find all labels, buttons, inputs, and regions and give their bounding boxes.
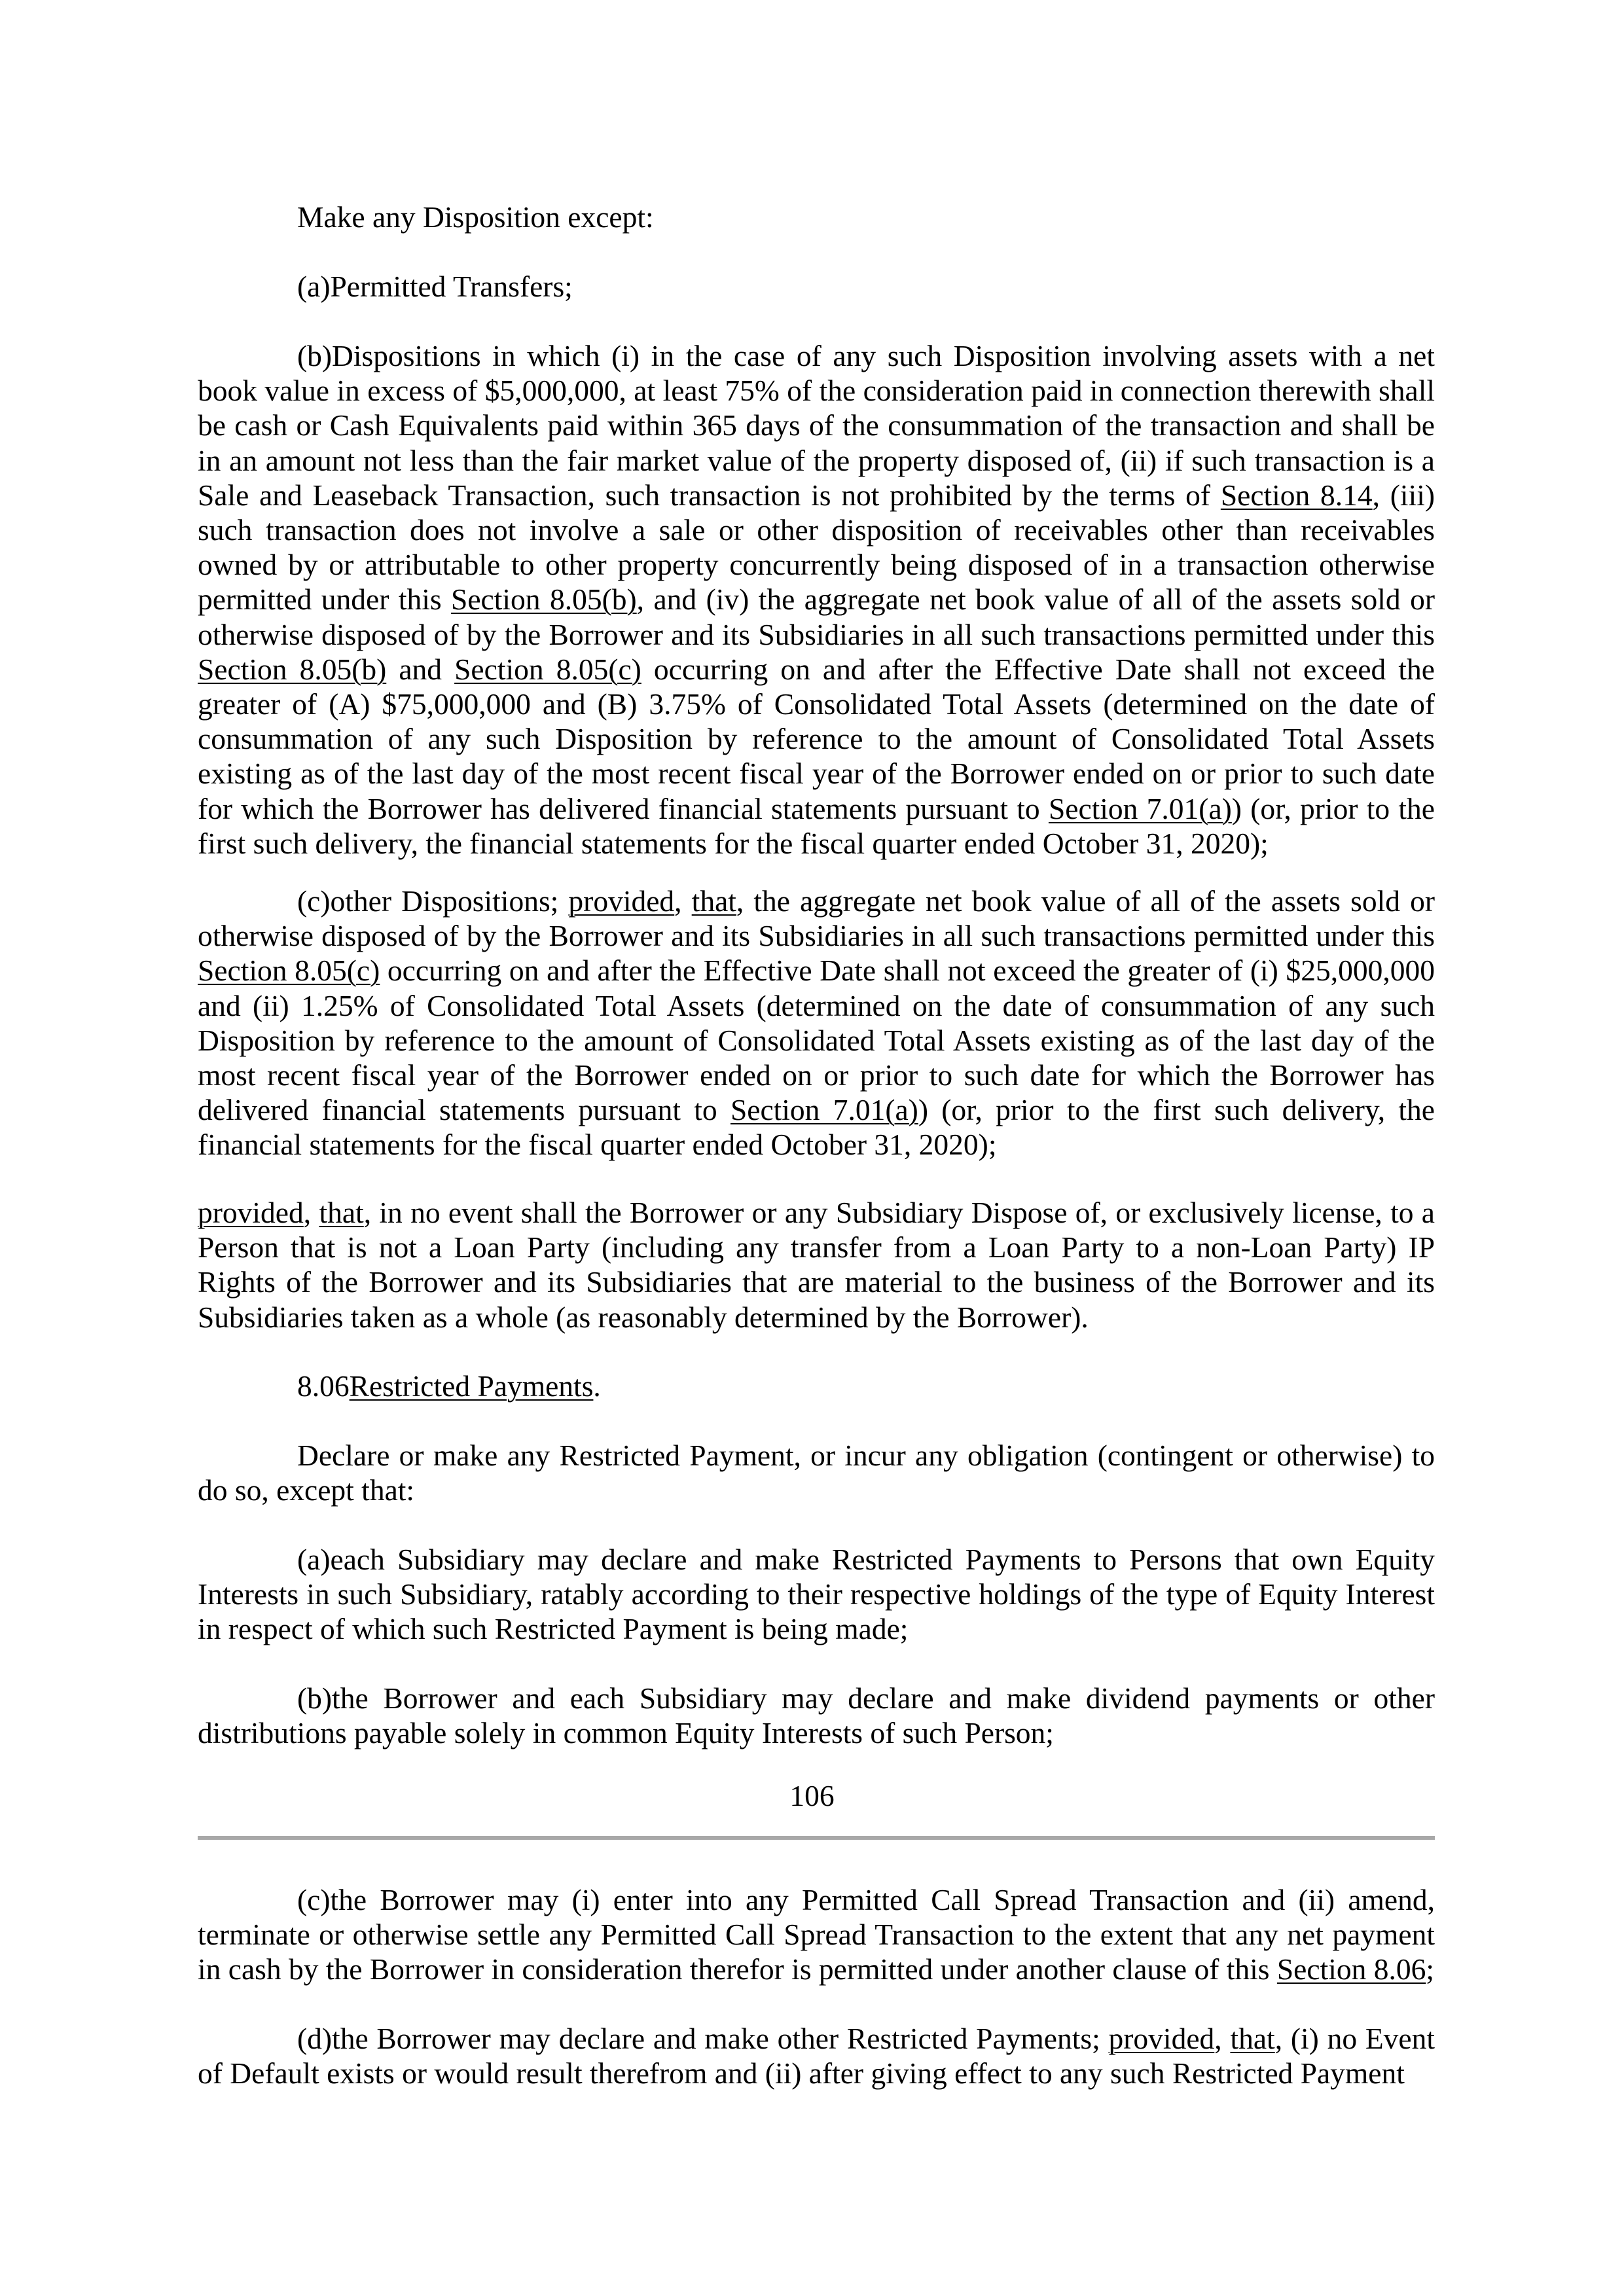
declare-paragraph: Declare or make any Restricted Payment, or incur any obligation (contingent or otherwise) to do so, except that: — [198, 1439, 1435, 1507]
section-ref-8-05c[interactable]: Section 8.05(c) — [454, 652, 641, 686]
proviso-text-2: , in no event shall the Borrower or any Subsidiary Dispose of, or exclusively license, to a Person that is not a Loan Party (including any transfer from a Loan Party to a non-Loan Party) IP Rights of the Borrower and its Subsidiaries that are material to the business of the Borrower and its Subsidiaries taken as a whole (as reasonably determined by the Borrower). — [198, 1196, 1435, 1334]
provided-term: provided — [198, 1196, 304, 1229]
section-number: 8.06 — [297, 1369, 350, 1403]
section-ref-8-05b[interactable]: Section 8.05(b) — [451, 583, 637, 617]
clause-c — [198, 884, 1435, 1162]
restricted-clause-d-text-2: , — [1214, 2022, 1231, 2055]
section-ref-7-01a[interactable]: Section 7.01(a) — [1048, 791, 1232, 825]
clause-c-text-3: , the aggregate net book value of all of the assets sold or otherwise disposed of by the Borrower and its Subsidiaries in all such transactions permitted under this — [198, 884, 1435, 953]
restricted-clause-d-text-1: (d)the Borrower may declare and make other Restricted Payments; — [297, 2022, 1109, 2055]
provided-term: provided — [568, 884, 675, 918]
provided-term: provided — [1108, 2022, 1215, 2055]
section-heading-8-06 — [198, 1369, 1435, 1403]
clause-c-text-1: (c)other Dispositions; — [297, 884, 569, 918]
section-ref-8-06[interactable]: Section 8.06 — [1276, 1952, 1426, 1986]
page-number: 106 — [789, 1779, 835, 1812]
that-term: that — [691, 884, 736, 918]
restricted-clause-d-text-3: , (i) no Event of Default exists or would result therefrom and (ii) after giving effect to any such Restricted Payment — [198, 2022, 1435, 2090]
section-title: Restricted Payments — [349, 1369, 594, 1403]
proviso-paragraph — [198, 1195, 1435, 1335]
clause-b-text-1: (b)Dispositions in which (i) in the case of any such Disposition involving assets with a net book value in excess of $5,000,000, at least 75% of the consideration paid in connection therewith shall be cash or Cash Equivalents paid within 365 days of the consummation of the transaction and shall be in an amount not less than the fair market value of the property disposed of, (ii) if such transaction is a Sale and Leaseback Transaction, such transaction is not prohibited by the terms of — [198, 339, 1435, 512]
section-ref-8-14[interactable]: Section 8.14 — [1220, 478, 1373, 512]
restricted-clause-c-text-1: (c)the Borrower may (i) enter into any Permitted Call Spread Transaction and (ii) amend, terminate or otherwise settle any Permitted Call Spread Transaction to the extent that any net payment in cash by the Borrower in consideration therefor is permitted under another clause of this — [198, 1883, 1435, 1986]
clause-b-text-5: occurring on and after the Effective Date shall not exceed the greater of (A) $75,000,000 and (B) 3.75% of Consolidated Total Assets (determined on the date of consummation of any such Disposition by reference to the amount of Consolidated Total Assets existing as of the last day of the most recent fiscal year of the Borrower ended on or prior to such date for which the Borrower has delivered financial statements pursuant to — [198, 652, 1435, 825]
restricted-clause-c-text-2: ; — [1426, 1952, 1435, 1986]
restricted-clause-b: (b)the Borrower and each Subsidiary may declare and make dividend payments or other distributions payable solely in common Equity Interests of such Person; — [198, 1681, 1435, 1750]
that-term: that — [1230, 2022, 1275, 2055]
clause-c-text-2: , — [674, 884, 692, 918]
clause-b-text-3: , and (iv) the aggregate net book value of all of the assets sold or otherwise disposed of by the Borrower and its Subsidiaries in all such transactions permitted under this — [198, 583, 1435, 651]
restricted-clause-c — [198, 1882, 1435, 1987]
intro-paragraph: Make any Disposition except: — [297, 200, 654, 234]
clause-b-text-6: ) (or, prior to the first such delivery, the financial statements for the fiscal quarter ended October 31, 2020); — [198, 791, 1435, 860]
section-ref-8-05c[interactable]: Section 8.05(c) — [198, 954, 380, 988]
section-ref-7-01a[interactable]: Section 7.01(a) — [730, 1093, 918, 1127]
that-term: that — [319, 1196, 364, 1229]
clause-b-text-4: and — [386, 652, 455, 686]
clause-a: (a)Permitted Transfers; — [297, 270, 573, 303]
section-ref-8-05b-second[interactable]: Section 8.05(b) — [198, 652, 387, 686]
restricted-clause-d — [198, 2021, 1435, 2090]
clause-c-text-4: occurring on and after the Effective Date shall not exceed the greater of (i) $25,000,000 and (ii) 1.25% of Consolidated Total Assets (determined on the date of consummation of any such Disposition by reference to the amount of Consolidated Total Assets existing as of the last day of the most recent fiscal year of the Borrower ended on or prior to such date for which the Borrower has delivered financial statements pursuant to — [198, 954, 1435, 1127]
section-heading-period: . — [593, 1369, 601, 1403]
page-divider — [198, 1836, 1435, 1840]
clause-c-text-5: ) (or, prior to the first such delivery, the financial statements for the fiscal quarter ended October 31, 2020); — [198, 1093, 1435, 1162]
clause-b-text-2: , (iii) such transaction does not involve a sale or other disposition of receivables other than receivables owned by or attributable to other property concurrently being disposed of in a transaction otherwise permitted under this — [198, 478, 1435, 617]
restricted-clause-a: (a)each Subsidiary may declare and make Restricted Payments to Persons that own Equity Interests in such Subsidiary, ratably according to their respective holdings of the type of Equity Interest in respect of which such Restricted Payment is being made; — [198, 1543, 1435, 1646]
clause-b — [198, 338, 1435, 861]
proviso-text-1: , — [303, 1196, 319, 1229]
